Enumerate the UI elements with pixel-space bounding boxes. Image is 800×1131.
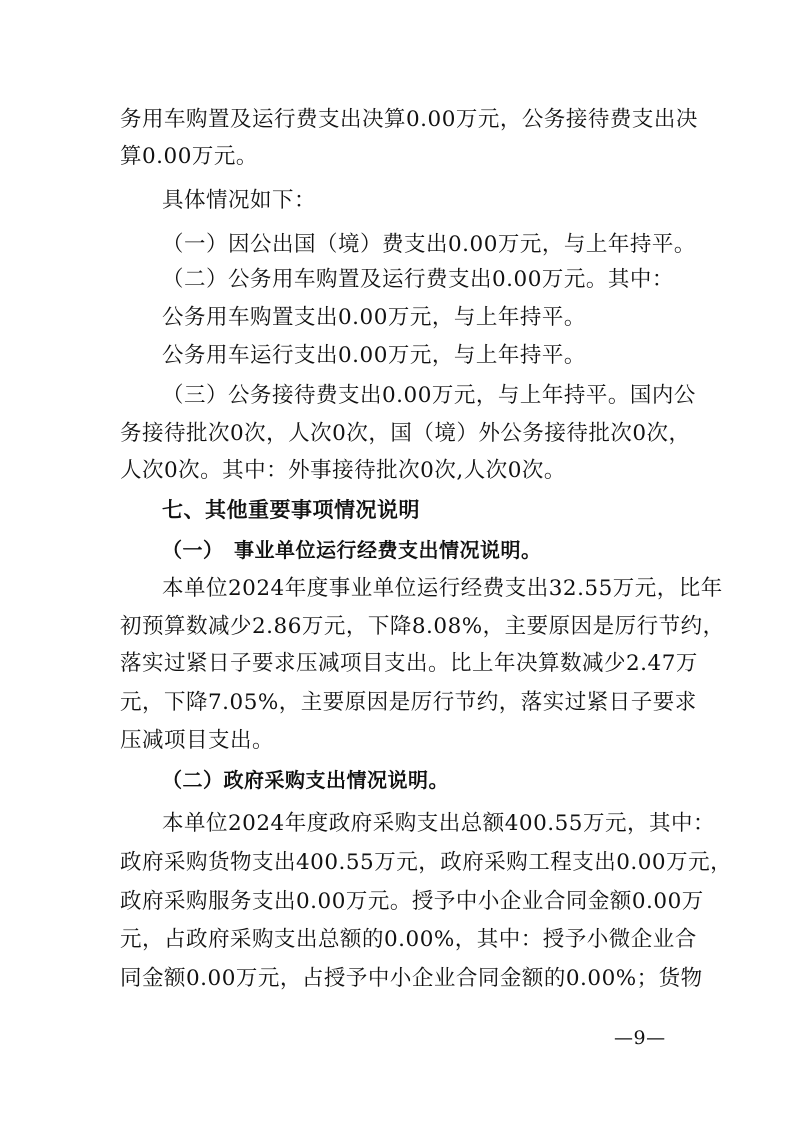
paragraph-line: （二）公务用车购置及运行费支出0.00万元。其中： — [162, 267, 674, 292]
paragraph-line: 具体情况如下： — [162, 188, 317, 213]
subsection-heading: （一） 事业单位运行经费支出情况说明。 — [162, 538, 542, 562]
paragraph-line: 算0.00万元。 — [120, 144, 258, 169]
paragraph-line: 务用车购置及运行费支出决算0.00万元，公务接待费支出决 — [120, 107, 698, 132]
paragraph-line: 公务用车购置支出0.00万元，与上年持平。 — [162, 305, 586, 330]
paragraph-line: 元，占政府采购支出总额的0.00%，其中：授予小微企业合 — [120, 927, 697, 952]
paragraph-line: 政府采购服务支出0.00万元。授予中小企业合同金额0.00万 — [120, 889, 704, 914]
paragraph-line: （一）因公出国（境）费支出0.00万元，与上年持平。 — [162, 232, 696, 257]
paragraph-line: 政府采购货物支出400.55万元，政府采购工程支出0.00万元， — [120, 850, 733, 875]
paragraph-line: 落实过紧日子要求压减项目支出。比上年决算数减少2.47万 — [120, 651, 698, 676]
paragraph-line: （三）公务接待费支出0.00万元，与上年持平。国内公 — [162, 383, 696, 408]
paragraph-line: 务接待批次0次，人次0次，国（境）外公务接待批次0次， — [120, 421, 691, 446]
paragraph-line: 本单位2024年度政府采购支出总额400.55万元，其中： — [162, 811, 715, 836]
paragraph-line: 本单位2024年度事业单位运行经费支出32.55万元，比年 — [162, 576, 723, 601]
paragraph-line: 元，下降7.05%，主要原因是厉行节约，落实过紧日子要求 — [120, 690, 697, 715]
page-number: —9— — [614, 1027, 666, 1049]
paragraph-line: 初预算数减少2.86万元，下降8.08%，主要原因是厉行节约， — [120, 614, 725, 639]
paragraph-line: 压减项目支出。 — [120, 728, 275, 753]
subsection-heading: （二）政府采购支出情况说明。 — [162, 768, 449, 792]
section-heading: 七、其他重要事项情况说明 — [162, 498, 420, 522]
paragraph-line: 同金额0.00万元，占授予中小企业合同金额的0.00%；货物 — [120, 966, 703, 991]
paragraph-line: 公务用车运行支出0.00万元，与上年持平。 — [162, 343, 586, 368]
paragraph-line: 人次0次。其中：外事接待批次0次,人次0次。 — [120, 458, 566, 483]
